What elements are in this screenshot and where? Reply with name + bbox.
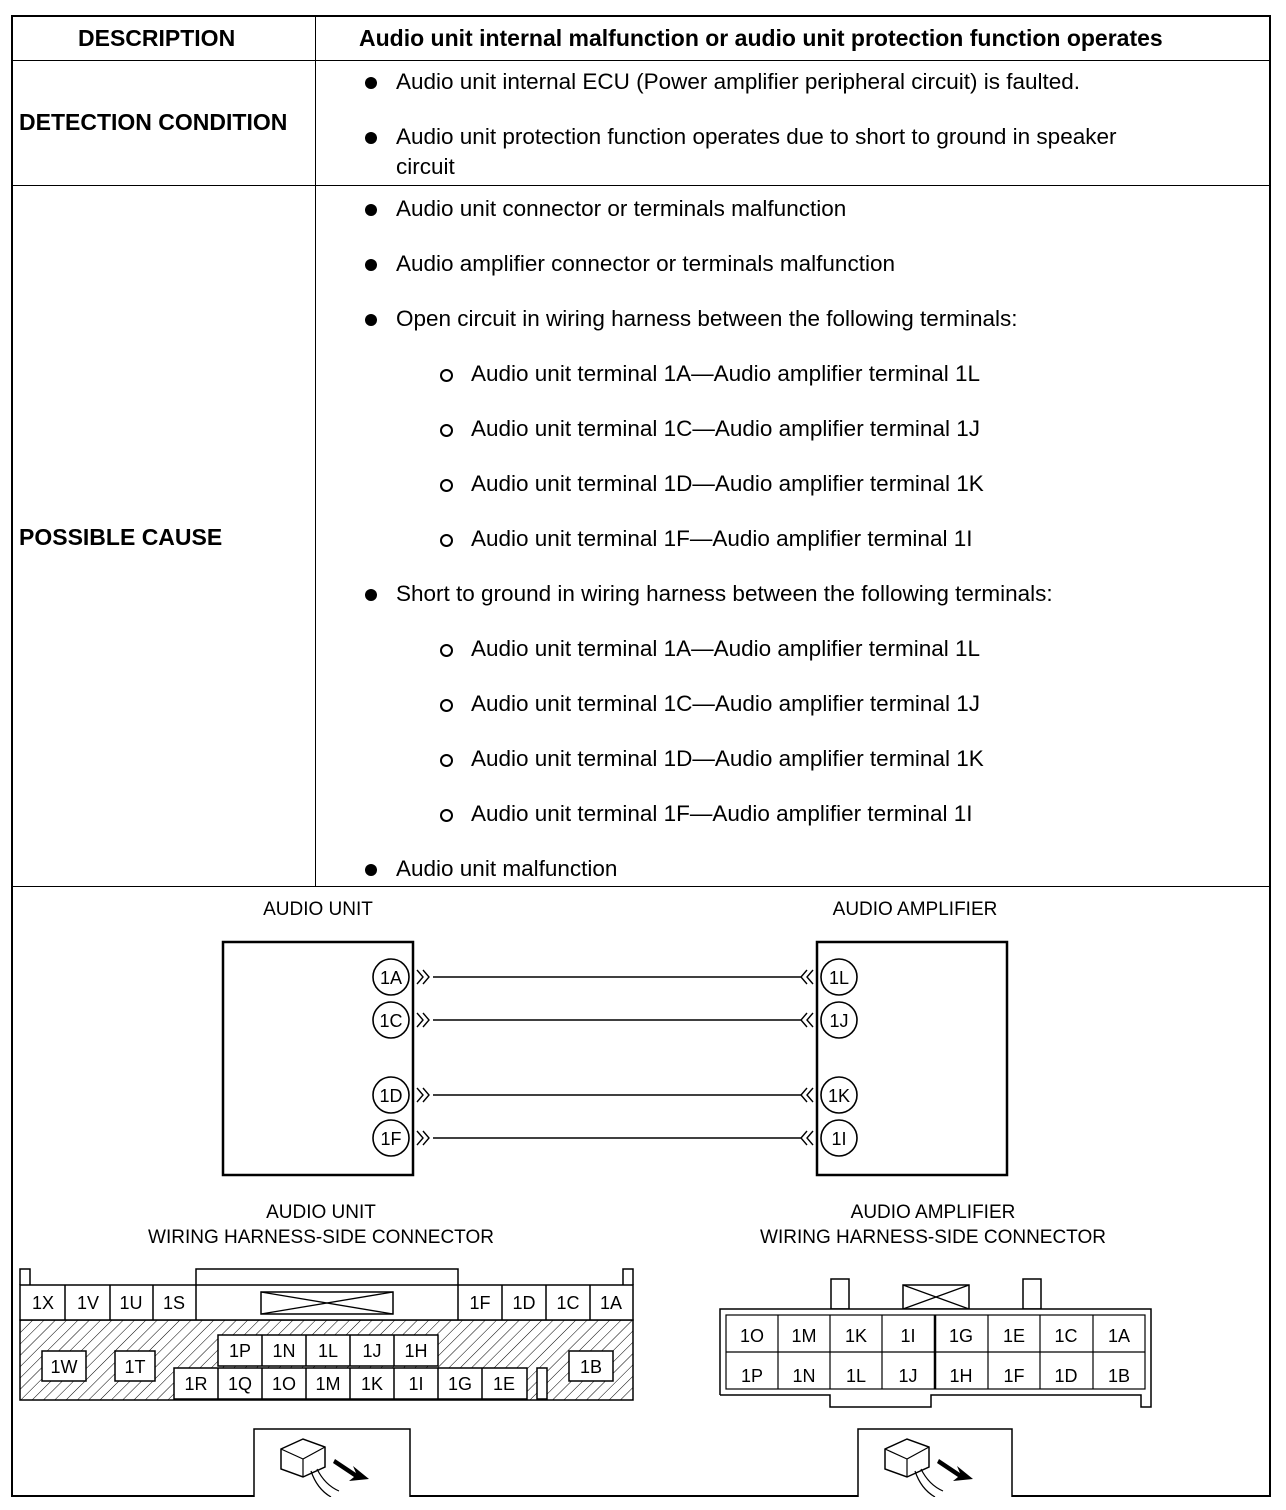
bullet-icon bbox=[365, 259, 377, 271]
wiring-diagram bbox=[13, 887, 1269, 1497]
row-divider bbox=[13, 60, 1269, 61]
cause-subitem: Audio unit terminal 1A—Audio amplifier terminal 1L bbox=[471, 361, 980, 386]
pin-label: 1N bbox=[272, 1341, 296, 1361]
sub-bullet-icon bbox=[440, 369, 453, 382]
pin-label: 1Q bbox=[227, 1374, 253, 1394]
bullet-icon bbox=[365, 132, 377, 144]
sub-bullet-icon bbox=[440, 644, 453, 657]
bullet-icon bbox=[365, 589, 377, 601]
wires bbox=[433, 977, 801, 1138]
pin-label: 1K bbox=[844, 1326, 868, 1346]
description-value: Audio unit internal malfunction or audio unit protection function operates bbox=[359, 25, 1163, 51]
pin-label: 1D bbox=[1054, 1366, 1078, 1386]
connector-chevron-icons bbox=[801, 970, 813, 1145]
pin-label: 1B bbox=[1107, 1366, 1131, 1386]
pin-label: 1N bbox=[792, 1366, 816, 1386]
pin-label: 1J bbox=[362, 1341, 382, 1361]
harness-side-connector-icon bbox=[254, 1429, 410, 1497]
pin-label: 1A bbox=[1107, 1326, 1131, 1346]
pin-label: 1E bbox=[1002, 1326, 1026, 1346]
sub-bullet-icon bbox=[440, 809, 453, 822]
pin-label: 1R bbox=[184, 1374, 208, 1394]
terminal-label: 1J bbox=[829, 1011, 849, 1031]
pin-label: 1J bbox=[898, 1366, 918, 1386]
wiring-diagram-svg bbox=[13, 887, 1269, 1497]
pin-label: 1F bbox=[469, 1293, 491, 1313]
pin-label: 1W bbox=[50, 1357, 78, 1377]
pin-label: 1C bbox=[556, 1293, 580, 1313]
terminal-label: 1D bbox=[379, 1086, 403, 1106]
pin-label: 1I bbox=[408, 1374, 424, 1394]
detection-item: Audio unit internal ECU (Power amplifier peripheral circuit) is faulted. bbox=[396, 69, 1081, 94]
pin-label: 1O bbox=[739, 1326, 765, 1346]
diagnostic-table bbox=[11, 15, 1271, 1497]
cause-item: Audio unit malfunction bbox=[396, 856, 618, 881]
audio-amplifier-connector-subtitle: WIRING HARNESS-SIDE CONNECTOR bbox=[760, 1227, 1106, 1248]
pin-label: 1M bbox=[315, 1374, 341, 1394]
pin-label: 1P bbox=[740, 1366, 764, 1386]
pin-label: 1X bbox=[31, 1293, 55, 1313]
cause-item: Audio amplifier connector or terminals malfunction bbox=[396, 251, 895, 276]
cause-subitem: Audio unit terminal 1C—Audio amplifier terminal 1J bbox=[471, 416, 980, 441]
pin-label: 1I bbox=[900, 1326, 916, 1346]
pin-label: 1U bbox=[119, 1293, 143, 1313]
pin-label: 1C bbox=[1054, 1326, 1078, 1346]
pin-label: 1F bbox=[1003, 1366, 1025, 1386]
audio-amplifier-terminals bbox=[821, 959, 857, 1156]
pin-label: 1V bbox=[76, 1293, 100, 1313]
bullet-icon bbox=[365, 314, 377, 326]
terminal-label: 1K bbox=[827, 1086, 851, 1106]
bullet-icon bbox=[365, 77, 377, 89]
pin-label: 1G bbox=[948, 1326, 974, 1346]
detection-item: Audio unit protection function operates due to short to ground in speaker bbox=[396, 124, 1117, 149]
pin-label: 1S bbox=[162, 1293, 186, 1313]
sub-bullet-icon bbox=[440, 424, 453, 437]
pin-label: 1T bbox=[124, 1357, 146, 1377]
row-divider bbox=[13, 185, 1269, 186]
cause-item: Open circuit in wiring harness between the following terminals: bbox=[396, 306, 1018, 331]
column-divider bbox=[315, 17, 316, 886]
possible-cause-label: POSSIBLE CAUSE bbox=[19, 524, 223, 550]
cause-subitem: Audio unit terminal 1F—Audio amplifier terminal 1I bbox=[471, 801, 973, 826]
terminal-label: 1F bbox=[380, 1129, 402, 1149]
audio-amplifier-connector bbox=[720, 1279, 1151, 1407]
cause-item: Audio unit connector or terminals malfunction bbox=[396, 196, 847, 221]
pin-label: 1L bbox=[845, 1366, 867, 1386]
bullet-icon bbox=[365, 864, 377, 876]
pin-label: 1K bbox=[360, 1374, 384, 1394]
pin-label: 1D bbox=[512, 1293, 536, 1313]
description-label: DESCRIPTION bbox=[78, 25, 236, 51]
cause-subitem: Audio unit terminal 1D—Audio amplifier terminal 1K bbox=[471, 471, 984, 496]
cause-subitem: Audio unit terminal 1D—Audio amplifier terminal 1K bbox=[471, 746, 984, 771]
sub-bullet-icon bbox=[440, 534, 453, 547]
pin-label: 1O bbox=[271, 1374, 297, 1394]
pin-label: 1H bbox=[949, 1366, 973, 1386]
detection-condition-label: DETECTION CONDITION bbox=[19, 109, 288, 135]
sub-bullet-icon bbox=[440, 754, 453, 767]
audio-unit-connector bbox=[20, 1269, 633, 1400]
bullet-icon bbox=[365, 204, 377, 216]
audio-amplifier-connector-title: AUDIO AMPLIFIER bbox=[850, 1202, 1016, 1223]
terminal-label: 1I bbox=[831, 1129, 847, 1149]
terminal-label: 1C bbox=[379, 1011, 403, 1031]
cause-subitem: Audio unit terminal 1A—Audio amplifier terminal 1L bbox=[471, 636, 980, 661]
harness-side-connector-icon bbox=[858, 1429, 1012, 1497]
audio-unit-terminals bbox=[373, 959, 409, 1156]
audio-amplifier-title: AUDIO AMPLIFIER bbox=[832, 899, 998, 920]
pin-label: 1H bbox=[404, 1341, 428, 1361]
cause-subitem: Audio unit terminal 1F—Audio amplifier terminal 1I bbox=[471, 526, 973, 551]
terminal-label: 1A bbox=[379, 968, 403, 988]
audio-unit-title: AUDIO UNIT bbox=[263, 899, 373, 920]
pin-label: 1L bbox=[317, 1341, 339, 1361]
pin-label: 1A bbox=[599, 1293, 623, 1313]
detection-item-continuation: circuit bbox=[396, 154, 455, 179]
pin-label: 1P bbox=[228, 1341, 252, 1361]
pin-label: 1B bbox=[579, 1357, 603, 1377]
audio-unit-connector-subtitle: WIRING HARNESS-SIDE CONNECTOR bbox=[148, 1227, 494, 1248]
pin-label: 1M bbox=[791, 1326, 817, 1346]
sub-bullet-icon bbox=[440, 479, 453, 492]
cause-subitem: Audio unit terminal 1C—Audio amplifier terminal 1J bbox=[471, 691, 980, 716]
connector-chevron-icons bbox=[417, 970, 429, 1145]
sub-bullet-icon bbox=[440, 699, 453, 712]
pin-label: 1E bbox=[492, 1374, 516, 1394]
pin-label: 1G bbox=[447, 1374, 473, 1394]
audio-unit-connector-title: AUDIO UNIT bbox=[266, 1202, 376, 1223]
cause-item: Short to ground in wiring harness between the following terminals: bbox=[396, 581, 1053, 606]
terminal-label: 1L bbox=[828, 968, 850, 988]
